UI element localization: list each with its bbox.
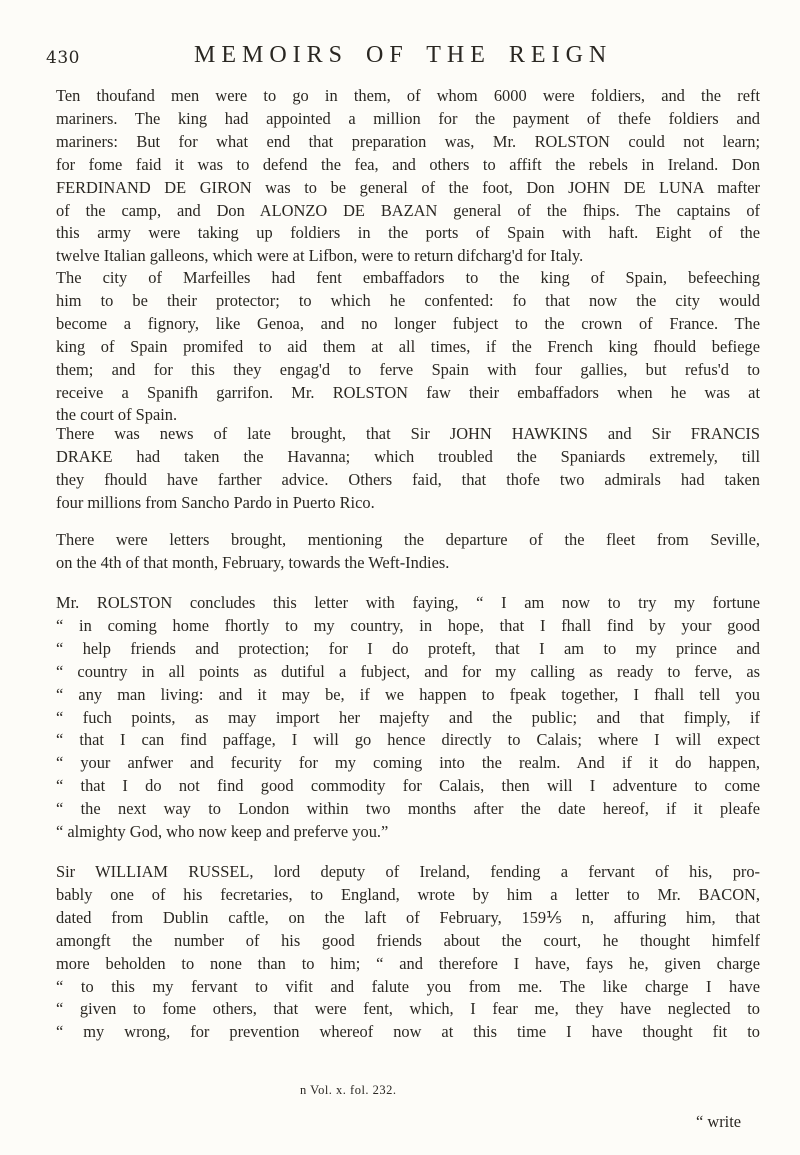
text-line: them; and for this they engag'd to ferve Spain with four gallies, but refus'd to — [56, 359, 760, 379]
text-line: mariners: But for what end that preparation was, Mr. ROLSTON could not learn; — [56, 131, 760, 151]
text-line: DRAKE had taken the Havanna; which troubled the Spaniards extremely, till — [56, 446, 760, 466]
text-line: “ fuch points, as may import her majefty and the public; and that fimply, if — [56, 707, 760, 727]
text-line: “ in coming home fhortly to my country, in hope, that I fhall find by your good — [56, 615, 760, 635]
text-line: four millions from Sancho Pardo in Puerto Rico. — [56, 492, 375, 512]
text-line: the court of Spain. — [56, 405, 178, 425]
text-line: “ help friends and protection; for I do proteft, that I am to my prince and — [56, 638, 760, 658]
text-line: more beholden to none than to him; “ and therefore I have, fays he, given charge — [56, 953, 760, 973]
text-line: of the camp, and Don ALONZO DE BAZAN general of the fhips. The captains of — [56, 200, 760, 220]
text-line: “ that I do not find good commodity for Calais, then will I adventure to come — [56, 776, 760, 796]
text-line: this army were taking up foldiers in the ports of Spain with haft. Eight of the — [56, 223, 760, 243]
text-line: “ given to fome others, that were fent, which, I fear me, they have neglected to — [56, 999, 760, 1019]
text-line: The city of Marfeilles had fent embaffadors to the king of Spain, befeeching — [56, 268, 760, 287]
catchword: “ write — [696, 1112, 742, 1131]
text-line: Mr. ROLSTON concludes this letter with faying, “ I am now to try my fortune — [56, 593, 760, 612]
text-line: mariners. The king had appointed a million for the payment of thefe foldiers and — [56, 108, 760, 128]
text-line: on the 4th of that month, February, towards the Weft-Indies. — [56, 552, 450, 572]
text-line: they fhould have farther advice. Others faid, that thofe two admirals had taken — [56, 469, 760, 489]
text-line: FERDINAND DE GIRON was to be general of the foot, Don JOHN DE LUNA mafter — [56, 177, 760, 197]
text-line: king of Spain promifed to aid them at all times, if the French king fhould befiege — [56, 336, 760, 356]
text-line: “ any man living: and it may be, if we happen to fpeak together, I fhall tell you — [56, 684, 760, 704]
running-title: MEMOIRS OF THE REIGN — [194, 42, 613, 68]
text-line: bably one of his fecretaries, to England, wrote by him a letter to Mr. BACON, — [56, 884, 760, 904]
text-line: There were letters brought, mentioning the departure of the fleet from Seville, — [56, 530, 760, 549]
page-number: 430 — [46, 48, 80, 68]
text-line: amongft the number of his good friends about the court, he thought himfelf — [56, 930, 760, 950]
text-line: Sir WILLIAM RUSSEL, lord deputy of Ireland, fending a fervant of his, pro- — [56, 862, 760, 881]
text-line: There was news of late brought, that Sir JOHN HAWKINS and Sir FRANCIS — [56, 424, 760, 443]
paragraph-1 — [56, 85, 760, 268]
footnote: n Vol. x. fol. 232. — [300, 1083, 397, 1097]
paragraph-3 — [56, 423, 760, 515]
text-line: “ country in all points as dutiful a fubject, and for my calling as ready to ferve, as — [56, 661, 760, 681]
paragraph-4 — [56, 529, 760, 575]
paragraph-2 — [56, 267, 760, 427]
text-line: dated from Dublin caftle, on the laft of February, 159⅕ n, affuring him, that — [56, 907, 760, 927]
page-header — [46, 42, 766, 72]
text-line: “ almighty God, who now keep and preferve you.” — [56, 822, 389, 842]
text-line: “ that I can find paffage, I will go hence directly to Calais; where I will expect — [56, 730, 760, 750]
text-line: “ the next way to London within two months after the date hereof, if it pleafe — [56, 799, 760, 819]
text-line: for fome faid it was to defend the fea, and others to affift the rebels in Ireland. Don — [56, 154, 760, 174]
paragraph-5 — [56, 592, 760, 844]
text-line: “ your anfwer and fecurity for my coming into the realm. And if it do happen, — [56, 753, 760, 773]
text-line: become a fignory, like Genoa, and no longer fubject to the crown of France. The — [56, 313, 760, 333]
text-line: receive a Spanifh garrifon. Mr. ROLSTON faw their embaffadors when he was at — [56, 382, 760, 402]
text-line: him to be their protector; to which he confented: fo that now the city would — [56, 290, 760, 310]
text-line: twelve Italian galleons, which were at Lifbon, were to return difcharg'd for Italy. — [56, 246, 584, 266]
text-line: “ to this my fervant to vifit and falute you from me. The like charge I have — [56, 976, 760, 996]
text-line: Ten thoufand men were to go in them, of whom 6000 were foldiers, and the reft — [56, 86, 760, 105]
text-line: “ my wrong, for prevention whereof now at this time I have thought fit to — [56, 1022, 760, 1042]
paragraph-6 — [56, 861, 760, 1044]
